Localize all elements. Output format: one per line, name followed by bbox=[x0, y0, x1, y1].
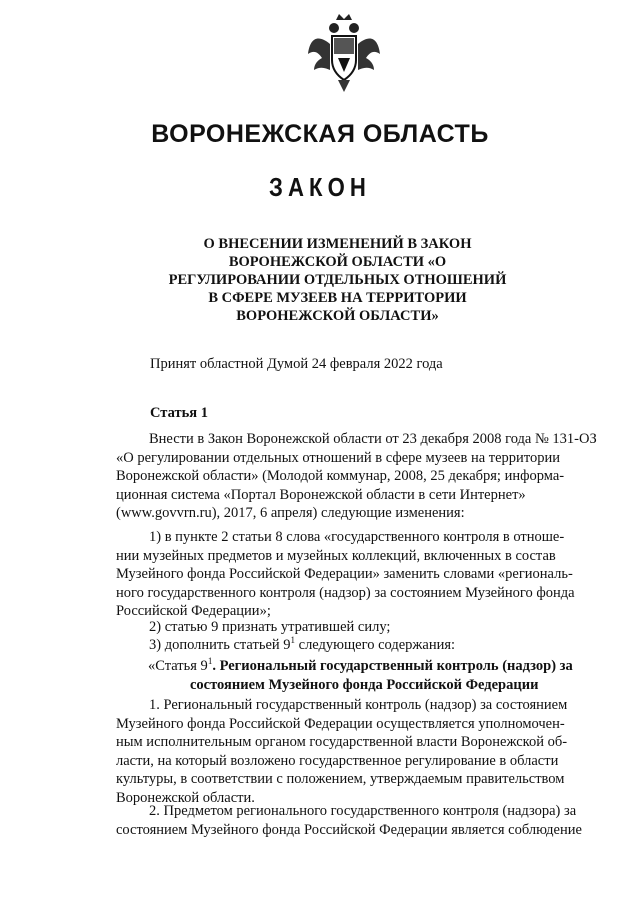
law-title bbox=[150, 235, 525, 325]
text-line: «О регулировании отдельных отношений в сфере музеев на территории bbox=[116, 449, 560, 466]
new-article-heading bbox=[148, 657, 600, 694]
law-title-line: ВОРОНЕЖСКОЙ ОБЛАСТИ «О bbox=[228, 254, 447, 270]
new-article-prefix: «Статья 9 bbox=[148, 658, 208, 674]
item3-superscript: 1 bbox=[290, 635, 296, 646]
text-line: (www.govvrn.ru), 2017, 6 апреля) следующие изменения: bbox=[116, 505, 465, 521]
text-line: ного государственного контроля (надзор) за состоянием Музейного фонда bbox=[116, 584, 575, 601]
law-title-line: РЕГУЛИРОВАНИИ ОТДЕЛЬНЫХ ОТНОШЕНИЙ bbox=[168, 272, 507, 288]
new-article-paragraph-1 bbox=[116, 696, 600, 807]
text-line: ным исполнительным органом государственной власти Воронежской об- bbox=[116, 734, 568, 750]
coat-of-arms-emblem bbox=[304, 14, 384, 94]
text-line bbox=[116, 636, 600, 655]
text-line: 1. Региональный государственный контроль (надзор) за состоянием bbox=[149, 697, 568, 713]
article-heading: Статья 1 bbox=[150, 405, 208, 421]
text-line: культуры, в соответствии с положением, утверждаемым правительством bbox=[116, 771, 565, 787]
new-article-title-line1: . Региональный государственный контроль (надзор) за bbox=[212, 658, 573, 674]
article-intro bbox=[116, 430, 600, 523]
law-title-line: О ВНЕСЕНИИ ИЗМЕНЕНИЙ В ЗАКОН bbox=[203, 236, 472, 252]
new-article-superscript: 1 bbox=[207, 656, 213, 667]
item3-prefix: 3) дополнить статьей 9 bbox=[149, 637, 291, 653]
text-line: Воронежской области. bbox=[116, 789, 255, 806]
text-line: Музейного фонда Российской Федерации» заменить словами «региональ- bbox=[116, 566, 573, 582]
amendment-item-1 bbox=[116, 528, 600, 621]
text-line: 2. Предметом регионального государственного контроля (надзора) за bbox=[149, 803, 577, 819]
text-line: Российской Федерации»; bbox=[116, 603, 271, 619]
amendment-item-2 bbox=[116, 618, 600, 637]
text-line: Воронежской области» (Молодой коммунар, 2008, 25 декабря; информа- bbox=[116, 468, 565, 484]
text-line: Внести в Закон Воронежской области от 23 декабря 2008 года № 131-ОЗ bbox=[149, 431, 597, 447]
new-article-title-line2: состоянием Музейного фонда Российской Федерации bbox=[190, 676, 539, 693]
text-line: нии музейных предметов и музейных коллекций, включенных в состав bbox=[116, 547, 556, 564]
text-line: ласти, на который возложено государственное регулирование в области bbox=[116, 752, 559, 769]
document-type: ЗАКОН bbox=[269, 172, 371, 202]
text-line: Музейного фонда Российской Федерации осуществляется уполномочен- bbox=[116, 715, 565, 732]
law-title-line: ВОРОНЕЖСКОЙ ОБЛАСТИ» bbox=[236, 308, 439, 324]
text-line: 2) статью 9 признать утратившей силу; bbox=[149, 619, 391, 635]
law-title-line: В СФЕРЕ МУЗЕЕВ НА ТЕРРИТОРИИ bbox=[208, 290, 467, 306]
item3-suffix: следующего содержания: bbox=[295, 637, 456, 653]
new-article-paragraph-2 bbox=[116, 802, 600, 839]
amendment-item-3 bbox=[116, 636, 600, 655]
adoption-date: Принят областной Думой 24 февраля 2022 года bbox=[150, 356, 443, 372]
region-title: ВОРОНЕЖСКАЯ ОБЛАСТЬ bbox=[151, 120, 489, 148]
text-line: состоянием Музейного фонда Российской Федерации является соблюдение bbox=[116, 821, 582, 838]
text-line: 1) в пункте 2 статьи 8 слова «государственного контроля в отноше- bbox=[149, 529, 565, 545]
text-line: ционная система «Портал Воронежской области в сети Интернет» bbox=[116, 486, 526, 503]
